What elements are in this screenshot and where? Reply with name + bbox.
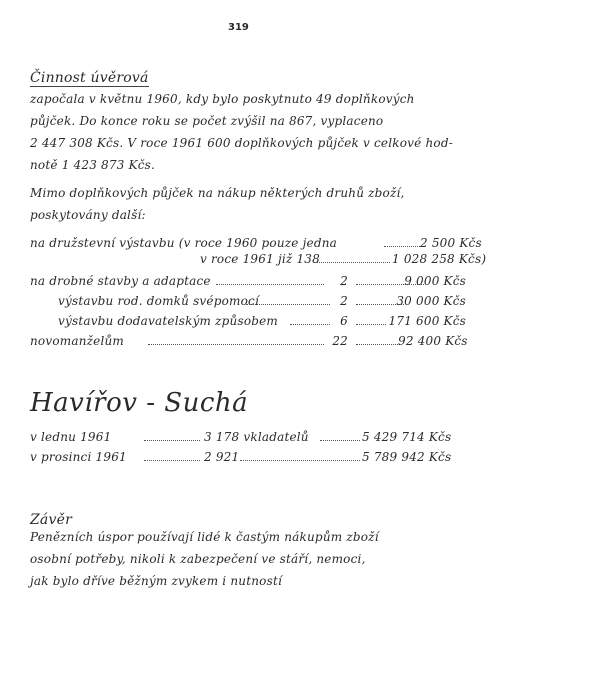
deposit-row-label: v prosinci 1961 xyxy=(30,450,127,464)
leader-dots xyxy=(320,440,360,441)
deposit-row-count: 2 921 xyxy=(204,450,240,464)
leader-dots xyxy=(384,246,420,247)
text-line: osobní potřeby, nikoli k zabezpečení ve stáří, nemoci, xyxy=(30,552,366,566)
deposit-row-label: v lednu 1961 xyxy=(30,430,112,444)
loan-row-count: 2 xyxy=(340,294,348,308)
loan-row-label: na drobné stavby a adaptace xyxy=(30,274,211,288)
loan-row-count: 6 xyxy=(340,314,348,328)
deposit-row-count: 3 178 vkladatelů xyxy=(204,430,309,444)
leader-dots xyxy=(356,344,400,345)
section-heading-conclusion: Závěr xyxy=(30,512,72,528)
leader-dots xyxy=(316,262,390,263)
leader-dots xyxy=(290,324,330,325)
loan-row-label: na družstevní výstavbu (v roce 1960 pouze jedna xyxy=(30,236,337,250)
loan-row-count: 22 xyxy=(332,334,348,348)
leader-dots xyxy=(246,304,330,305)
text-line: půjček. Do konce roku se počet zvýšil na 867, vyplaceno xyxy=(30,114,384,128)
text-line: započala v květnu 1960, kdy bylo poskytnuto 49 doplňkových xyxy=(30,92,415,106)
leader-dots xyxy=(144,460,200,461)
deposit-row-amount: 5 429 714 Kčs xyxy=(362,430,452,444)
loan-row-amount: 171 600 Kčs xyxy=(388,314,466,328)
text-line: Penězních úspor používají lidé k častým nákupům zboží xyxy=(30,530,379,544)
loan-row-count: 2 xyxy=(340,274,348,288)
text-line: poskytovány další: xyxy=(30,208,146,222)
leader-dots xyxy=(240,460,360,461)
loan-row-amount: 92 400 Kčs xyxy=(398,334,468,348)
text-line: notě 1 423 873 Kčs. xyxy=(30,158,156,172)
text-line: 2 447 308 Kčs. V roce 1961 600 doplňkových půjček v celkové hod- xyxy=(30,136,453,150)
text-line: Mimo doplňkových půjček na nákup některých druhů zboží, xyxy=(30,186,405,200)
page-number: 319 xyxy=(228,22,249,33)
loan-row-amount: 1 028 258 Kčs) xyxy=(392,252,487,266)
loan-row-amount: 30 000 Kčs xyxy=(396,294,466,308)
leader-dots xyxy=(148,344,324,345)
loan-row-label: novomanželům xyxy=(30,334,124,348)
leader-dots xyxy=(216,284,324,285)
section-heading-havirov: Havířov - Suchá xyxy=(30,388,249,418)
section-heading-credit: Činnost úvěrová xyxy=(30,70,149,86)
loan-row-label: výstavbu rod. domků svépomocí xyxy=(58,294,259,308)
loan-row-amount: 2 500 Kčs xyxy=(420,236,482,250)
loan-row-label: výstavbu dodavatelským způsobem xyxy=(58,314,279,328)
loan-row-amount: 9 000 Kčs xyxy=(404,274,466,288)
leader-dots xyxy=(144,440,200,441)
loan-row-label: v roce 1961 již 138 xyxy=(200,252,320,266)
text-line: jak bylo dříve běžným zvykem i nutností xyxy=(30,574,283,588)
deposit-row-amount: 5 789 942 Kčs xyxy=(362,450,452,464)
leader-dots xyxy=(356,324,386,325)
